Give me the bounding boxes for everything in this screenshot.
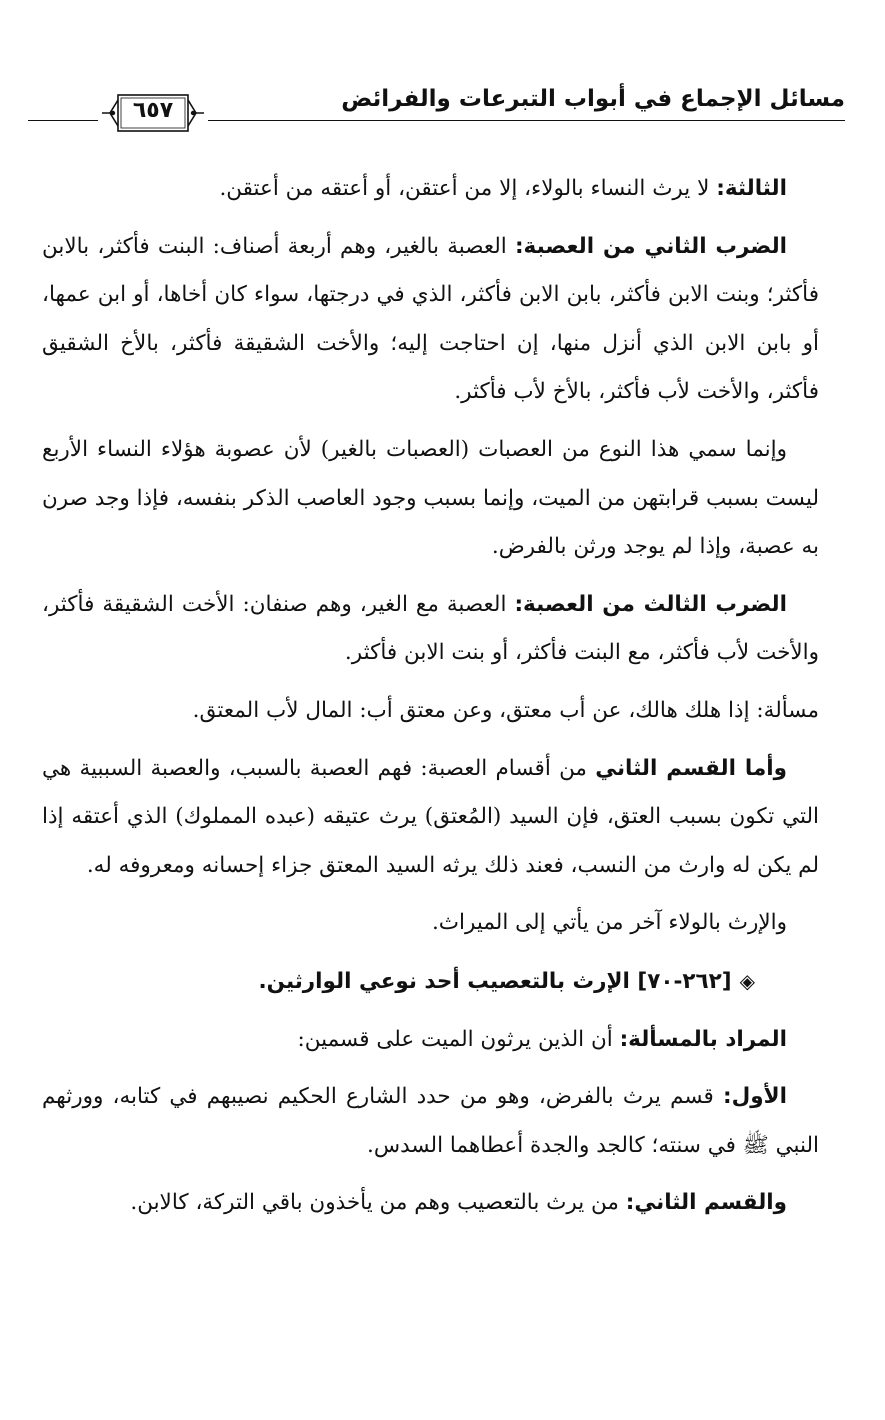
section-heading-line: [42, 957, 819, 1007]
paragraph: [42, 426, 819, 572]
paragraph: [42, 687, 819, 736]
paragraph: [42, 165, 819, 214]
paragraph: [42, 223, 819, 417]
diamond-bullet-icon: ◈: [739, 968, 755, 993]
paragraph-text: قسم يرث بالفرض، وهو من حدد الشارع الحكيم نصيبهم في كتابه، وورثهم النبي ﷺ في سنته؛ كالجد والجدة أعطاهما السدس.: [42, 1084, 819, 1158]
paragraph-lead: وأما القسم الثاني: [595, 755, 787, 781]
paragraph-text: مسألة: إذا هلك هالك، عن أب معتق، وعن معتق أب: المال لأب المعتق.: [192, 697, 819, 723]
paragraph-lead: الأول:: [723, 1084, 787, 1110]
paragraph-lead: الضرب الثاني من العصبة:: [514, 233, 788, 259]
paragraph-lead: والقسم الثاني:: [625, 1190, 787, 1216]
paragraph: [42, 745, 819, 891]
page-header: [28, 82, 845, 128]
paragraph: [42, 1016, 819, 1065]
paragraph: [42, 899, 819, 948]
paragraph-lead: الثالثة:: [716, 176, 787, 201]
paragraph: [42, 1073, 819, 1170]
paragraph-text: العصبة بالغير، وهم أربعة أصناف: البنت فأكثر، بالابن فأكثر؛ وبنت الابن فأكثر، بابن الابن فأكثر، الذي في درجتها، سواء كان أخاها، أو ابن عمها، أو بابن الابن الذي أنزل منها، إن احتاجت إليه؛ والأخت الشقيقة فأكثر، بالأخ الشقيق فأكثر، والأخت لأب فأكثر، بالأخ لأب فأكثر.: [42, 233, 819, 405]
paragraph: [42, 581, 819, 678]
paragraph-text: العصبة مع الغير، وهم صنفان: الأخت الشقيقة فأكثر، والأخت لأب فأكثر، مع البنت فأكثر، أو بنت الابن فأكثر.: [42, 591, 819, 666]
paragraph-text: من يرث بالتعصيب وهم من يأخذون باقي التركة، كالابن.: [130, 1190, 626, 1216]
paragraph-text: لا يرث النساء بالولاء، إلا من أعتقن، أو أعتقه من أعتقن.: [219, 176, 717, 201]
page-body: [42, 165, 819, 1237]
paragraph-text: من أقسام العصبة: فهم العصبة بالسبب، والعصبة السببية هي التي تكون بسبب العتق، فإن السيد (المُعتق) يرث عتيقه (عبده المملوك) الذي أعتقه إذا لم يكن له وارث من النسب، فعند ذلك يرثه السيد المعتق جزاء إحسانه ومعروفه له.: [42, 755, 819, 878]
section-heading: [٢٦٢-٧٠] الإرث بالتعصيب أحد نوعي الوارثين.: [258, 968, 732, 994]
running-title: مسائل الإجماع في أبواب التبرعات والفرائض: [341, 86, 845, 112]
paragraph-text: والإرث بالولاء آخر من يأتي إلى الميراث.: [431, 910, 787, 936]
page-number: ٦٥٧: [132, 98, 174, 123]
paragraph-text: أن الذين يرثون الميت على قسمين:: [297, 1026, 620, 1052]
paragraph-lead: المراد بالمسألة:: [619, 1026, 787, 1052]
paragraph-lead: الضرب الثالث من العصبة:: [514, 591, 787, 617]
page-number-frame: [98, 92, 208, 134]
paragraph-text: وإنما سمي هذا النوع من العصبات (العصبات بالغير) لأن عصوبة هؤلاء النساء الأربع ليست بسبب قرابتهن من الميت، وإنما بسبب وجود العاصب الذكر بنفسه، فإذا وجد صرن به عصبة، وإذا لم يوجد ورثن بالفرض.: [42, 436, 819, 560]
paragraph: [42, 1179, 819, 1228]
